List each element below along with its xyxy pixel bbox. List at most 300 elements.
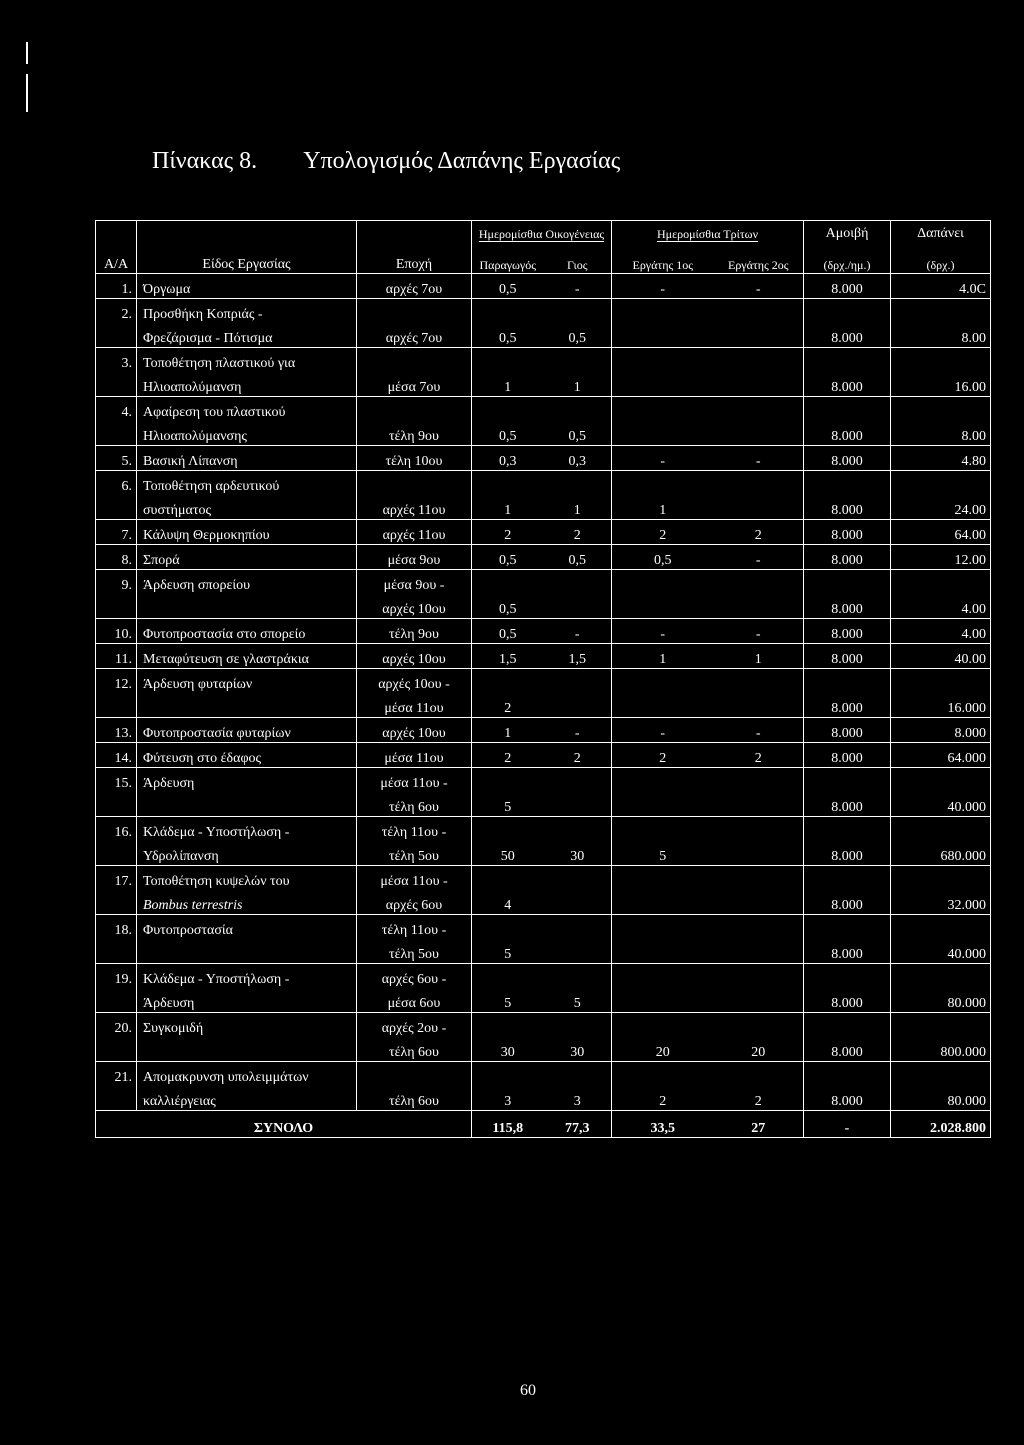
son-cell bbox=[544, 594, 612, 619]
wage-cell: 8.000 bbox=[804, 545, 891, 570]
season-cell: μέσα 11ου bbox=[357, 743, 472, 768]
season-cell: τέλη 9ου bbox=[357, 421, 472, 446]
no-cell bbox=[96, 1037, 137, 1062]
worker1-cell bbox=[612, 471, 714, 496]
son-cell: - bbox=[544, 274, 612, 299]
table-row bbox=[96, 718, 991, 743]
season-cell: αρχές 6ου bbox=[357, 890, 472, 915]
worker1-cell: - bbox=[612, 718, 714, 743]
worker1-cell bbox=[612, 372, 714, 397]
table-row bbox=[96, 743, 991, 768]
producer-cell: 0,5 bbox=[499, 602, 517, 617]
worker2-header: Εργάτης 2ος bbox=[714, 247, 804, 274]
season-cell bbox=[357, 348, 472, 373]
son-header: Γιος bbox=[544, 247, 612, 274]
producer-cell bbox=[472, 669, 544, 694]
season-cell: τέλη 10ου bbox=[357, 446, 472, 471]
son-cell bbox=[544, 866, 612, 891]
season-cell: μέσα 9ου - bbox=[357, 570, 472, 595]
work-type-cell bbox=[137, 693, 357, 718]
no-cell: 8. bbox=[96, 545, 137, 570]
cost-cell bbox=[891, 768, 991, 793]
worker2-cell: - bbox=[714, 545, 804, 570]
season-cell: τέλη 5ου bbox=[357, 841, 472, 866]
cost-cell bbox=[891, 348, 991, 373]
no-cell bbox=[96, 988, 137, 1013]
no-cell: 18. bbox=[96, 915, 137, 940]
family-wages-header: Ημερομίσθια Οικογένειας bbox=[478, 226, 605, 241]
worker2-cell bbox=[714, 323, 804, 348]
worker1-cell bbox=[612, 915, 714, 940]
work-type-cell: συστήματος bbox=[137, 495, 357, 520]
table-row bbox=[96, 1037, 991, 1062]
worker1-cell: 20 bbox=[655, 1045, 670, 1060]
no-cell bbox=[96, 372, 137, 397]
wage-cell bbox=[804, 915, 891, 940]
scan-mark bbox=[26, 74, 28, 112]
season-cell: μέσα 7ου bbox=[357, 372, 472, 397]
season-cell: τέλη 5ου bbox=[357, 939, 472, 964]
producer-cell bbox=[472, 1062, 544, 1087]
season-cell: αρχές 10ου bbox=[357, 594, 472, 619]
worker2-cell bbox=[714, 299, 804, 324]
cost-cell: 8.00 bbox=[891, 323, 991, 348]
work-type-cell: Κλάδεμα - Υποστήλωση - bbox=[137, 817, 357, 842]
table-row bbox=[96, 1086, 991, 1111]
worker2-cell bbox=[714, 669, 804, 694]
no-cell bbox=[96, 594, 137, 619]
table-row bbox=[96, 372, 991, 397]
table-row bbox=[96, 397, 991, 422]
no-cell bbox=[96, 841, 137, 866]
work-type-cell bbox=[137, 594, 357, 619]
producer-cell: 5 bbox=[504, 996, 512, 1011]
worker1-cell bbox=[612, 1013, 714, 1038]
wage-cell bbox=[804, 1013, 891, 1038]
table-row bbox=[96, 841, 991, 866]
work-type-cell: Ηλιοαπολύμανσης bbox=[137, 421, 357, 446]
no-cell: 7. bbox=[96, 520, 137, 545]
son-cell bbox=[544, 1062, 612, 1087]
table-body bbox=[96, 274, 991, 1138]
cost-cell: 4.00 bbox=[891, 594, 991, 619]
table-row bbox=[96, 446, 991, 471]
table-row bbox=[96, 964, 991, 989]
work-type-cell: Άρδευση bbox=[137, 988, 357, 1013]
total-producer: 115,8 bbox=[472, 1111, 544, 1138]
cost-cell: 800.000 bbox=[891, 1037, 991, 1062]
labor-cost-table bbox=[95, 220, 991, 1138]
no-cell: 6. bbox=[96, 471, 137, 496]
producer-cell: 1,5 bbox=[472, 644, 544, 669]
worker2-cell: 2 bbox=[714, 520, 804, 545]
worker1-cell bbox=[612, 988, 714, 1013]
wage-unit-header: (δρχ./ημ.) bbox=[804, 247, 891, 274]
worker1-cell bbox=[612, 594, 714, 619]
table-row bbox=[96, 274, 991, 299]
no-cell: 14. bbox=[96, 743, 137, 768]
worker2-cell bbox=[714, 768, 804, 793]
table-row bbox=[96, 890, 991, 915]
work-type-cell: καλλιέργειας bbox=[137, 1086, 357, 1111]
wage-cell: 8.000 bbox=[804, 693, 891, 718]
son-cell: - bbox=[544, 619, 612, 644]
season-cell: αρχές 11ου bbox=[357, 495, 472, 520]
wage-cell bbox=[804, 866, 891, 891]
table-row bbox=[96, 495, 991, 520]
cost-cell bbox=[891, 570, 991, 595]
wage-cell bbox=[804, 768, 891, 793]
son-cell: 0,5 bbox=[544, 421, 612, 446]
cost-unit-header: (δρχ.) bbox=[891, 247, 991, 274]
work-type-cell: Κλάδεμα - Υποστήλωση - bbox=[137, 964, 357, 989]
wage-cell: 8.000 bbox=[804, 890, 891, 915]
worker1-cell: - bbox=[612, 446, 714, 471]
no-cell: 1. bbox=[96, 274, 137, 299]
worker2-cell bbox=[714, 915, 804, 940]
season-cell: αρχές 2ου - bbox=[357, 1013, 472, 1038]
worker1-cell bbox=[612, 693, 714, 718]
work-type-cell: Κάλυψη Θερμοκηπίου bbox=[137, 520, 357, 545]
son-cell bbox=[544, 964, 612, 989]
total-wage: - bbox=[804, 1111, 891, 1138]
producer-cell bbox=[472, 768, 544, 793]
producer-cell: 0,5 bbox=[499, 429, 517, 444]
producer-cell bbox=[472, 299, 544, 324]
producer-cell: 50 bbox=[500, 849, 515, 864]
cost-cell bbox=[891, 471, 991, 496]
work-type-header: Είδος Εργασίας bbox=[137, 247, 357, 274]
producer-cell: 30 bbox=[500, 1045, 515, 1060]
cost-cell bbox=[891, 1062, 991, 1087]
producer-cell bbox=[472, 915, 544, 940]
wage-cell: 8.000 bbox=[804, 792, 891, 817]
no-cell: 15. bbox=[96, 768, 137, 793]
worker2-cell bbox=[714, 397, 804, 422]
season-header: Εποχή bbox=[357, 247, 472, 274]
no-cell: 4. bbox=[96, 397, 137, 422]
worker2-cell bbox=[714, 594, 804, 619]
table-row bbox=[96, 594, 991, 619]
son-cell bbox=[544, 299, 612, 324]
wage-cell bbox=[804, 570, 891, 595]
season-cell: τέλη 6ου bbox=[357, 792, 472, 817]
wage-cell: 8.000 bbox=[804, 372, 891, 397]
table-row bbox=[96, 988, 991, 1013]
cost-cell: 4.00 bbox=[891, 619, 991, 644]
table-row bbox=[96, 1062, 991, 1087]
season-cell: αρχές 10ου bbox=[357, 644, 472, 669]
labor-cost-table-wrapper bbox=[95, 220, 990, 1138]
total-cost: 2.028.800 bbox=[891, 1111, 991, 1138]
worker2-cell: - bbox=[714, 446, 804, 471]
wage-cell bbox=[804, 397, 891, 422]
cost-cell: 40.000 bbox=[891, 939, 991, 964]
worker2-cell bbox=[714, 866, 804, 891]
worker1-cell: 1 bbox=[659, 503, 667, 518]
producer-cell bbox=[472, 348, 544, 373]
wage-cell: 8.000 bbox=[804, 619, 891, 644]
season-cell: μέσα 6ου bbox=[357, 988, 472, 1013]
work-type-cell: Όργωμα bbox=[137, 274, 357, 299]
worker1-cell: 5 bbox=[659, 849, 667, 864]
worker2-cell: 20 bbox=[714, 1037, 804, 1062]
producer-cell: 5 bbox=[504, 947, 512, 962]
son-cell bbox=[544, 1013, 612, 1038]
worker1-cell bbox=[612, 669, 714, 694]
son-cell bbox=[544, 570, 612, 595]
wage-cell: 8.000 bbox=[804, 1037, 891, 1062]
worker2-cell: 1 bbox=[714, 644, 804, 669]
cost-cell: 64.00 bbox=[891, 520, 991, 545]
no-cell bbox=[96, 890, 137, 915]
cost-cell bbox=[891, 964, 991, 989]
no-cell: 2. bbox=[96, 299, 137, 324]
worker1-cell bbox=[612, 817, 714, 842]
producer-cell: 4 bbox=[504, 898, 512, 913]
son-cell: 1 bbox=[544, 372, 612, 397]
work-type-cell: Φυτοπροστασία bbox=[137, 915, 357, 940]
worker1-cell bbox=[612, 939, 714, 964]
cost-cell: 12.00 bbox=[891, 545, 991, 570]
son-cell: 0,3 bbox=[544, 446, 612, 471]
cost-cell bbox=[891, 397, 991, 422]
cost-cell: 16.00 bbox=[891, 372, 991, 397]
no-cell bbox=[96, 693, 137, 718]
wage-cell bbox=[804, 299, 891, 324]
producer-cell: 3 bbox=[504, 1094, 512, 1109]
son-cell: - bbox=[544, 718, 612, 743]
producer-cell bbox=[472, 866, 544, 891]
wage-cell: 8.000 bbox=[804, 841, 891, 866]
producer-cell: 0,5 bbox=[472, 274, 544, 299]
table-row bbox=[96, 520, 991, 545]
season-cell: αρχές 7ου bbox=[357, 323, 472, 348]
table-row bbox=[96, 299, 991, 324]
worker1-cell: 2 bbox=[612, 743, 714, 768]
work-type-cell: Άρδευση σπορείου bbox=[137, 570, 357, 595]
no-cell bbox=[96, 792, 137, 817]
total-row bbox=[96, 1111, 991, 1138]
wage-cell bbox=[804, 964, 891, 989]
worker1-cell: - bbox=[612, 619, 714, 644]
table-caption: Υπολογισμός Δαπάνης Εργασίας bbox=[303, 148, 621, 174]
worker2-cell: - bbox=[714, 619, 804, 644]
wage-cell: 8.000 bbox=[804, 323, 891, 348]
worker2-cell: 2 bbox=[714, 1086, 804, 1111]
work-type-cell: Μεταφύτευση σε γλαστράκια bbox=[137, 644, 357, 669]
worker1-cell bbox=[612, 1062, 714, 1087]
table-row bbox=[96, 817, 991, 842]
worker1-cell bbox=[612, 570, 714, 595]
worker2-cell bbox=[714, 964, 804, 989]
worker1-cell bbox=[612, 397, 714, 422]
wage-cell: 8.000 bbox=[804, 495, 891, 520]
table-row bbox=[96, 471, 991, 496]
total-worker1: 33,5 bbox=[612, 1111, 714, 1138]
worker1-cell bbox=[612, 890, 714, 915]
table-row bbox=[96, 545, 991, 570]
table-row bbox=[96, 570, 991, 595]
cost-cell: 680.000 bbox=[891, 841, 991, 866]
worker2-cell bbox=[714, 817, 804, 842]
producer-cell bbox=[472, 964, 544, 989]
work-type-cell: Συγκομιδή bbox=[137, 1013, 357, 1038]
worker2-cell bbox=[714, 372, 804, 397]
no-cell: 5. bbox=[96, 446, 137, 471]
son-cell: 1 bbox=[544, 495, 612, 520]
wage-cell: 8.000 bbox=[804, 743, 891, 768]
no-cell bbox=[96, 421, 137, 446]
producer-cell: 2 bbox=[472, 743, 544, 768]
worker1-header: Εργάτης 1ος bbox=[632, 258, 693, 272]
worker1-cell: 1 bbox=[612, 644, 714, 669]
work-type-cell: Τοποθέτηση αρδευτικού bbox=[137, 471, 357, 496]
son-cell: 3 bbox=[544, 1086, 612, 1111]
table-row bbox=[96, 866, 991, 891]
worker1-cell bbox=[612, 348, 714, 373]
worker2-cell bbox=[714, 939, 804, 964]
season-cell: μέσα 11ου bbox=[357, 693, 472, 718]
season-cell: αρχές 10ου bbox=[357, 718, 472, 743]
work-type-cell bbox=[137, 939, 357, 964]
worker2-cell bbox=[714, 988, 804, 1013]
table-row bbox=[96, 619, 991, 644]
wage-cell: 8.000 bbox=[804, 446, 891, 471]
wage-cell: 8.000 bbox=[804, 421, 891, 446]
wage-cell: 8.000 bbox=[804, 939, 891, 964]
work-type-cell: Bombus terrestris bbox=[137, 890, 357, 915]
table-row bbox=[96, 323, 991, 348]
producer-cell: 1 bbox=[504, 503, 512, 518]
cost-cell bbox=[891, 915, 991, 940]
worker1-cell bbox=[612, 299, 714, 324]
worker2-cell bbox=[714, 841, 804, 866]
cost-cell: 16.000 bbox=[891, 693, 991, 718]
cost-cell bbox=[891, 817, 991, 842]
worker2-cell bbox=[714, 348, 804, 373]
wage-cell: 8.000 bbox=[804, 644, 891, 669]
worker1-cell bbox=[612, 421, 714, 446]
work-type-cell bbox=[137, 792, 357, 817]
scan-mark bbox=[26, 42, 28, 64]
table-row bbox=[96, 1013, 991, 1038]
season-cell: τέλη 9ου bbox=[357, 619, 472, 644]
work-type-cell: Τοποθέτηση πλαστικού για bbox=[137, 348, 357, 373]
son-cell bbox=[544, 348, 612, 373]
season-cell: αρχές 10ου - bbox=[357, 669, 472, 694]
producer-cell: 0,5 bbox=[499, 331, 517, 346]
son-cell bbox=[544, 768, 612, 793]
producer-cell bbox=[472, 570, 544, 595]
no-cell bbox=[96, 323, 137, 348]
producer-cell: 2 bbox=[504, 701, 512, 716]
no-cell: 9. bbox=[96, 570, 137, 595]
cost-cell: 64.000 bbox=[891, 743, 991, 768]
wage-cell: 8.000 bbox=[804, 274, 891, 299]
work-type-cell: Φυτοπροστασία στο σπορείο bbox=[137, 619, 357, 644]
no-cell: 21. bbox=[96, 1062, 137, 1087]
worker1-cell bbox=[612, 964, 714, 989]
producer-cell bbox=[472, 471, 544, 496]
cost-cell: 4.80 bbox=[891, 446, 991, 471]
wage-cell: 8.000 bbox=[804, 718, 891, 743]
son-cell bbox=[544, 669, 612, 694]
table-row bbox=[96, 768, 991, 793]
work-type-cell: Προσθήκη Κοπριάς - bbox=[137, 299, 357, 324]
worker2-cell bbox=[714, 792, 804, 817]
cost-cell: 24.00 bbox=[891, 495, 991, 520]
page-number: 60 bbox=[520, 1382, 536, 1399]
worker1-cell bbox=[612, 866, 714, 891]
son-cell: 30 bbox=[544, 1037, 612, 1062]
header-row-2 bbox=[96, 247, 991, 274]
producer-cell: 0,5 bbox=[472, 619, 544, 644]
worker2-cell bbox=[714, 890, 804, 915]
work-type-cell: Ηλιοαπολύμανση bbox=[137, 372, 357, 397]
son-cell: 1,5 bbox=[544, 644, 612, 669]
son-cell: 2 bbox=[544, 520, 612, 545]
worker2-cell bbox=[714, 471, 804, 496]
work-type-cell: Άρδευση φυταρίων bbox=[137, 669, 357, 694]
work-type-cell: Αφαίρεση του πλαστικού bbox=[137, 397, 357, 422]
son-cell bbox=[544, 397, 612, 422]
no-cell bbox=[96, 495, 137, 520]
no-cell: 20. bbox=[96, 1013, 137, 1038]
work-type-cell: Σπορά bbox=[137, 545, 357, 570]
producer-cell bbox=[472, 397, 544, 422]
wage-cell bbox=[804, 817, 891, 842]
table-row bbox=[96, 939, 991, 964]
son-cell: 30 bbox=[544, 841, 612, 866]
son-cell bbox=[544, 792, 612, 817]
son-cell bbox=[544, 939, 612, 964]
producer-header: Παραγωγός bbox=[479, 258, 536, 272]
cost-cell: 40.000 bbox=[891, 792, 991, 817]
cost-cell: 32.000 bbox=[891, 890, 991, 915]
no-cell bbox=[96, 1086, 137, 1111]
worker2-cell bbox=[714, 570, 804, 595]
no-cell: 19. bbox=[96, 964, 137, 989]
no-cell: 17. bbox=[96, 866, 137, 891]
season-cell: αρχές 6ου - bbox=[357, 964, 472, 989]
table-title bbox=[152, 148, 620, 175]
son-cell: 0,5 bbox=[544, 545, 612, 570]
wage-cell: 8.000 bbox=[804, 988, 891, 1013]
producer-cell: 5 bbox=[504, 800, 512, 815]
no-cell bbox=[96, 939, 137, 964]
no-cell: 10. bbox=[96, 619, 137, 644]
wage-cell bbox=[804, 348, 891, 373]
cost-cell: 8.00 bbox=[891, 421, 991, 446]
season-cell: τέλη 11ου - bbox=[357, 915, 472, 940]
cost-cell bbox=[891, 866, 991, 891]
no-cell: 16. bbox=[96, 817, 137, 842]
worker2-cell bbox=[714, 495, 804, 520]
son-cell: 0,5 bbox=[544, 323, 612, 348]
header-row-1 bbox=[96, 221, 991, 248]
cost-cell: 40.00 bbox=[891, 644, 991, 669]
cost-cell bbox=[891, 1013, 991, 1038]
season-cell: τέλη 11ου - bbox=[357, 817, 472, 842]
wage-cell: 8.000 bbox=[804, 1086, 891, 1111]
table-row bbox=[96, 348, 991, 373]
table-row bbox=[96, 644, 991, 669]
wage-cell: 8.000 bbox=[804, 594, 891, 619]
third-party-wages-header: Ημερομίσθια Τρίτων bbox=[657, 226, 758, 241]
cost-cell: 80.000 bbox=[891, 988, 991, 1013]
cost-cell: 4.0C bbox=[891, 274, 991, 299]
